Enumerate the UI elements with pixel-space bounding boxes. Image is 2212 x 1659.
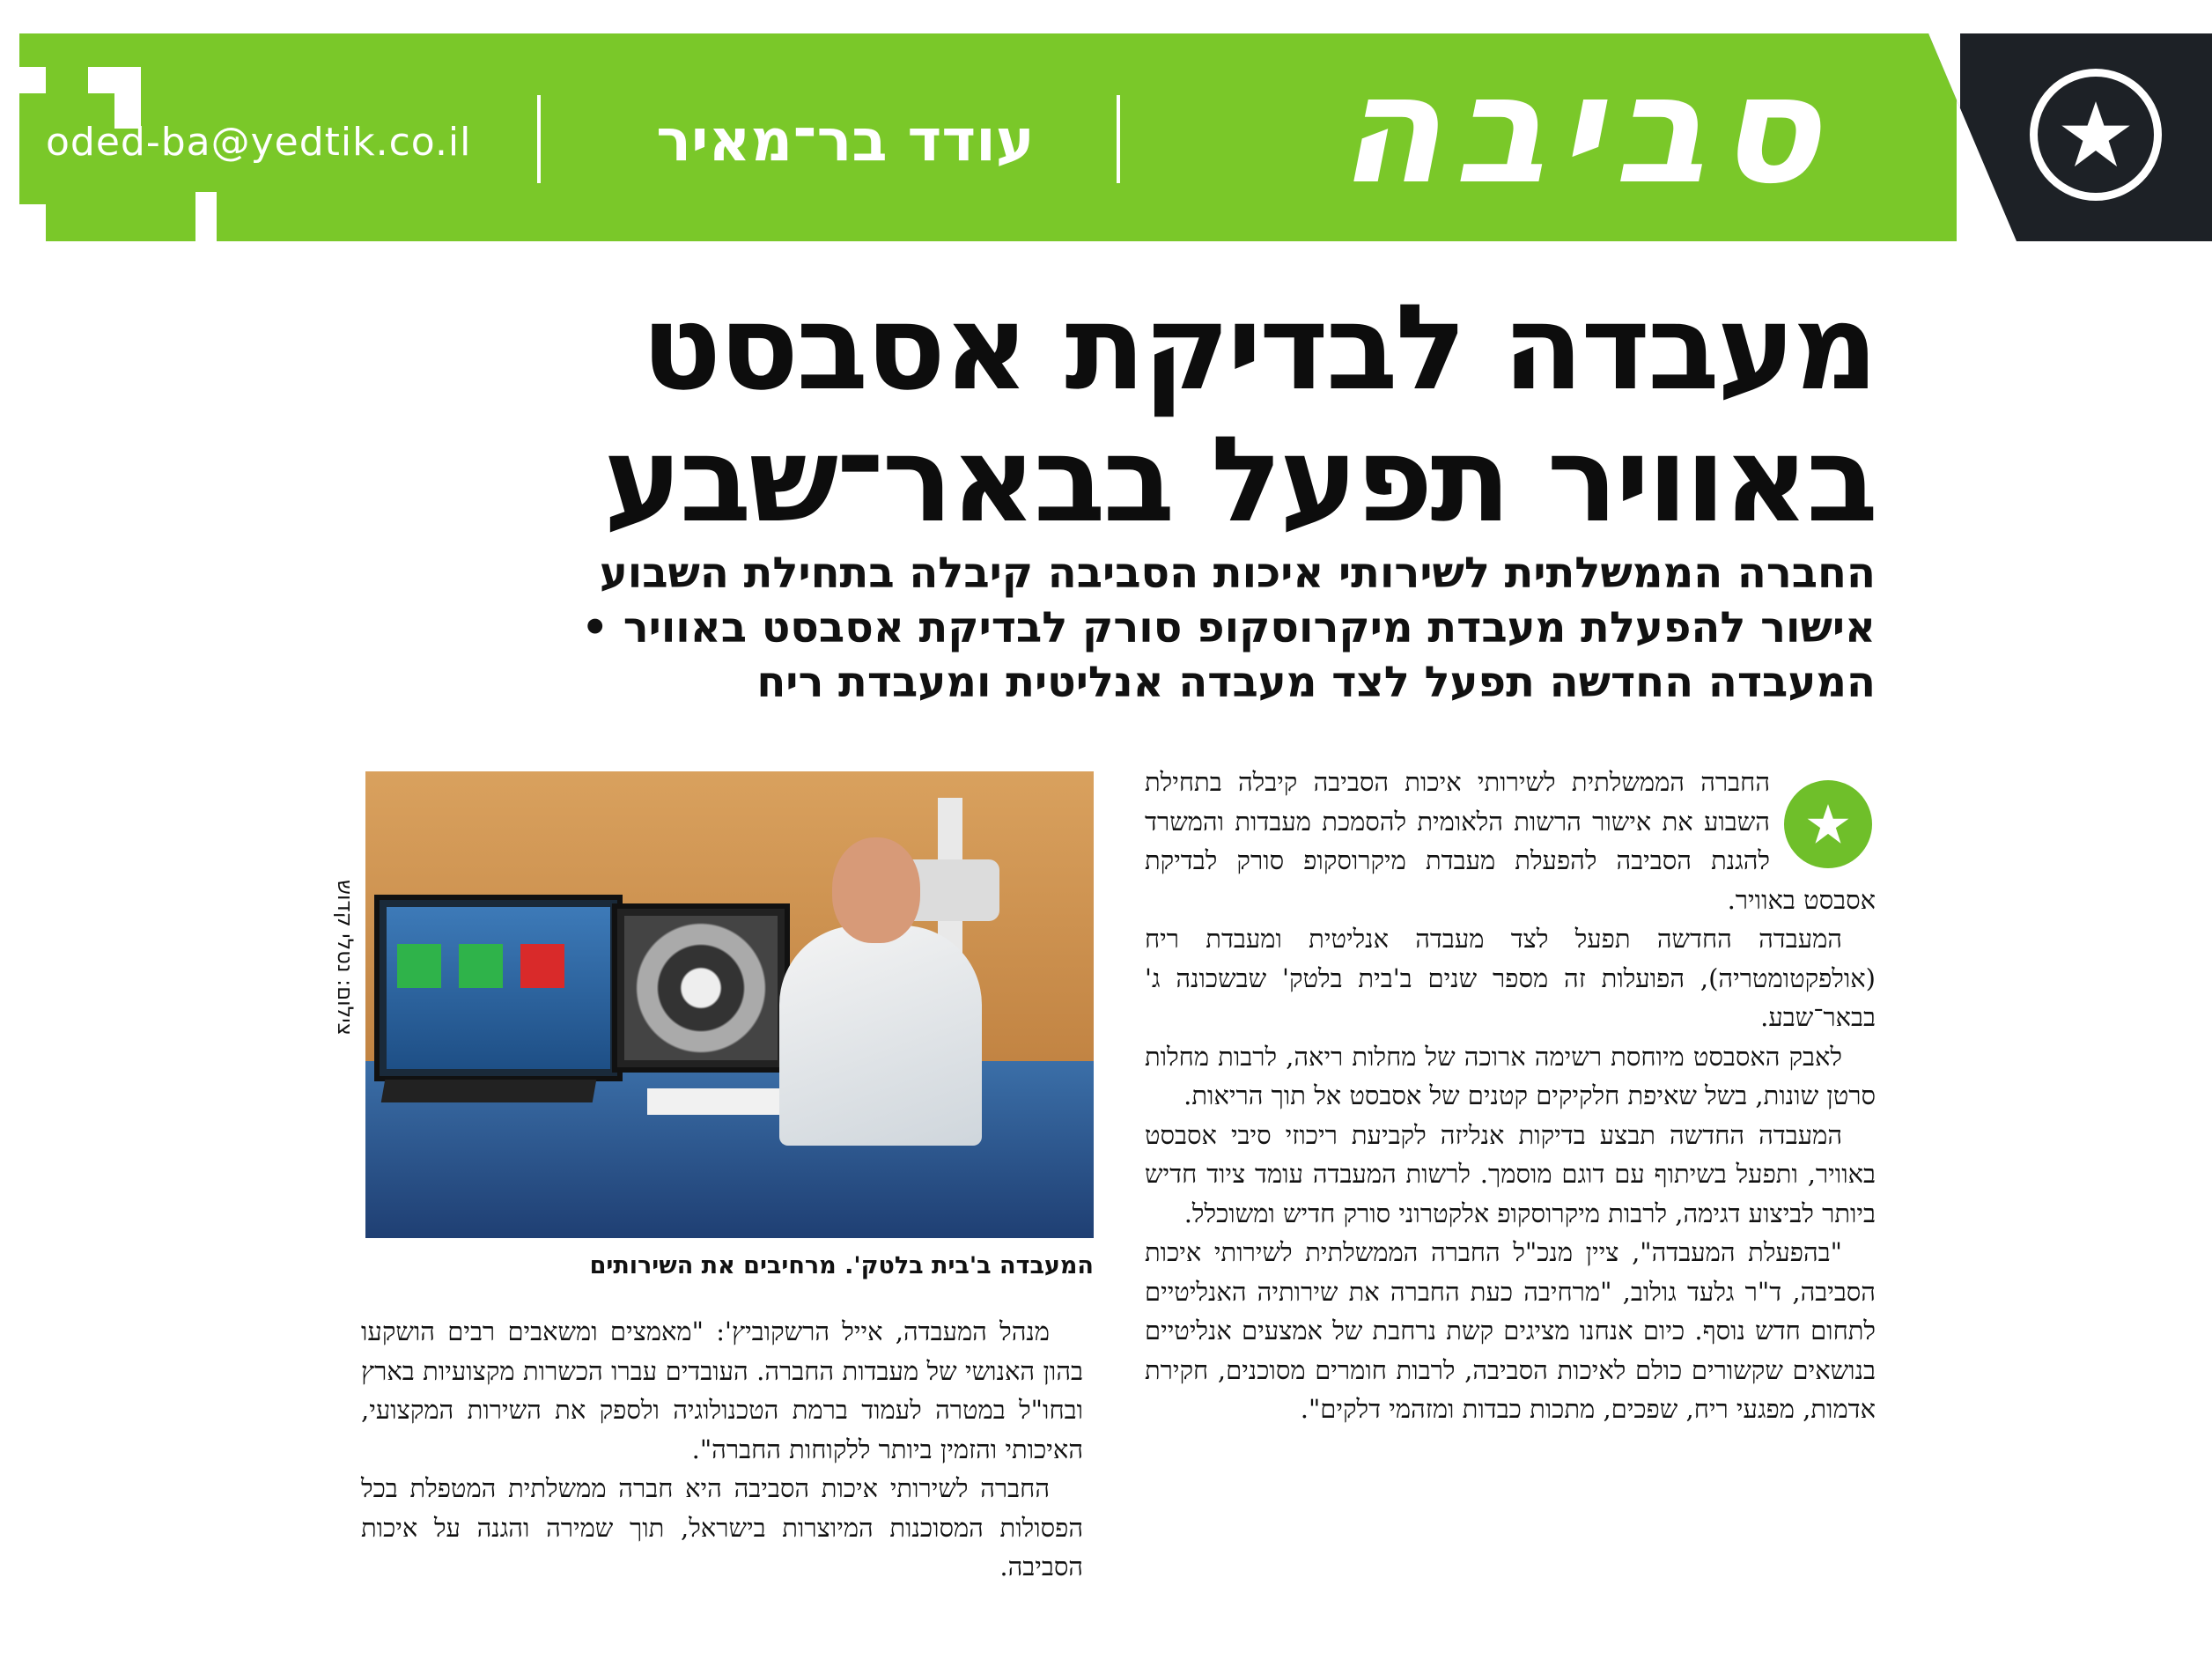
photo-monitor	[374, 895, 623, 1081]
paragraph: המעבדה החדשה תבצע בדיקות אנליזה לקביעת ריכוזי סיבי אסבסט באוויר, ותפעל בשיתוף עם דוגם מוסמך. לרשות המעבדה עומד ציוד חדיש ביותר לביצוע דגימה, לרבות מיקרוסקופ אלקטרוני סורק חדיש ומשוכלל.	[1145, 1119, 1876, 1228]
article-column-right	[1145, 763, 1876, 1429]
subheadline-line: המעבדה החדשה תפעל לצד מעבדה אנליטית ומעבדת ריח	[756, 658, 1876, 707]
section-title: סביבה	[1338, 43, 1832, 218]
headline-line: מעבדה לבדיקת אסבסט	[641, 279, 1876, 417]
author-name: עודד בר־מאיר	[656, 107, 1035, 174]
subheadline-line: אישור להפעלת מעבדת מיקרוסקופ סורק לבדיקת אסבסט באוויר •	[581, 603, 1876, 653]
article-column-left	[361, 1312, 1083, 1587]
decorative-block	[195, 192, 217, 241]
decorative-block	[19, 204, 46, 241]
paragraph: לאבק האסבסט מיוחסת רשימה ארוכה של מחלות ריאה, לרבות מחלות סרטן שונות, בשל שאיפת חלקיקים קטנים של אסבסט אל תוך הריאות.	[1145, 1041, 1876, 1110]
lab-photo	[365, 771, 1094, 1238]
photo-credit: צילום: נטלי קדוש	[333, 880, 358, 1036]
headline-line: באוויר תפעל בבאר־שבע	[603, 411, 1876, 549]
star-icon	[2058, 97, 2134, 173]
lead-star-badge	[1784, 780, 1872, 868]
subheadline-line: החברה הממשלתית לשירותי איכות הסביבה קיבלה בתחילת השבוע	[599, 549, 1876, 598]
subheadline	[476, 546, 1876, 710]
headline	[493, 279, 1876, 549]
author-email[interactable]: oded-ba@yedtik.co.il	[46, 120, 472, 165]
paragraph: החברה הממשלתית לשירותי איכות הסביבה קיבלה בתחילת השבוע את אישור הרשות הלאומית להסמכת מעבדות והמשרד להגנת הסביבה להפעלת מעבדת מיקרוסקופ סורק לבדיקת אסבסט באוויר.	[1145, 767, 1876, 915]
photo-keyboard	[381, 1080, 597, 1102]
photo-technician	[744, 837, 1008, 1137]
paragraph: מנהל המעבדה, אייל הרשקוביץ': "מאמצים ומשאבים רבים הושקעו בהון האנושי של מעבדות החברה. העובדים עברו הכשרות מקצועיות בארץ ובחו"ל במטרה לעמוד ברמת הטכנולוגיה ולספק את השירות המקצועי, האיכותי והזמין ביותר ללקוחות החברה".	[361, 1316, 1083, 1464]
photo-paper	[647, 1088, 779, 1115]
divider	[1117, 95, 1120, 183]
decorative-block	[19, 67, 46, 93]
paragraph: המעבדה החדשה תפעל לצד מעבדה אנליטית ומעבדת ריח (אולפקטומטריה), הפועלות זה מספר שנים ב'בית בלטק' שבשכונה ג' בבאר־שבע.	[1145, 924, 1876, 1032]
lead-marker	[1781, 763, 1876, 866]
photo-caption: המעבדה ב'בית בלטק'. מרחיבים את השירותים	[589, 1252, 1094, 1279]
paragraph: "בהפעלת המעבדה", ציין מנכ"ל החברה הממשלתית לשירותי איכות הסביבה, ד"ר גלעד גולוב, "מרחיבה כעת החברה את שירותיה האנליטיים לתחום חדש נוסף. כיום אנחנו מציגים קשת נרחבת של אמצעים אנליטיים בנושאים שקשורים כולם לאיכות הסביבה, לרבות חומרים מסוכנים, חקירת אדמות, מפגעי ריח, שפכים, מתכות כבדות ומזהמי דלקים".	[1145, 1237, 1876, 1424]
paragraph: החברה לשירותי איכות הסביבה היא חברה ממשלתית המטפלת בכל הפסולות המסוכנות המיוצרות בישראל, תוך שמירה והגנה על איכות הסביבה.	[361, 1473, 1083, 1582]
section-badge	[2030, 69, 2162, 201]
star-icon	[1805, 801, 1851, 847]
divider	[537, 95, 541, 183]
